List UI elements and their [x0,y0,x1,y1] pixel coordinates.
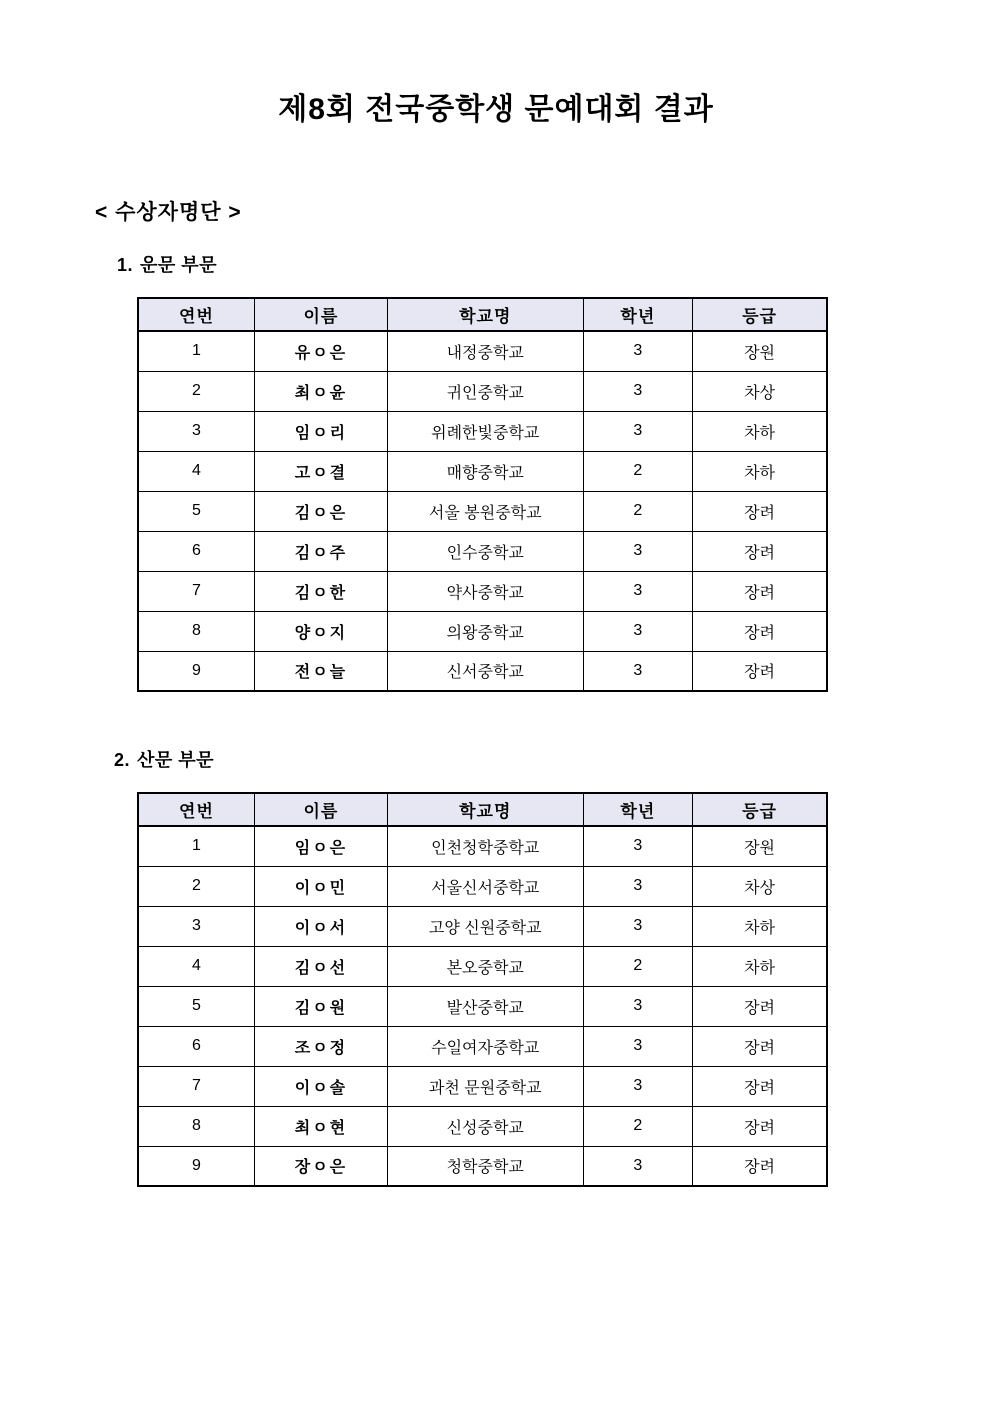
header-cell: 학교명 [387,298,583,331]
cell-number: 6 [138,531,254,571]
cell-grade: 3 [583,1146,693,1186]
cell-grade: 3 [583,651,693,691]
cell-number: 1 [138,331,254,371]
table-row [138,531,827,571]
cell-number: 6 [138,1026,254,1066]
cell-school: 신성중학교 [387,1106,583,1146]
table-row [138,651,827,691]
cell-number: 5 [138,986,254,1026]
table-row [138,906,827,946]
cell-school: 발산중학교 [387,986,583,1026]
cell-rank: 차상 [693,371,827,411]
header-cell: 이름 [254,298,387,331]
table-row [138,826,827,866]
cell-name: 최ㅇ윤 [254,371,387,411]
cell-grade: 3 [583,986,693,1026]
table-row [138,1026,827,1066]
cell-number: 9 [138,651,254,691]
header-row [138,298,827,331]
section-number: 2. [114,750,131,770]
cell-grade: 3 [583,411,693,451]
cell-school: 내정중학교 [387,331,583,371]
winners-list-heading: < 수상자명단 > [95,201,242,224]
header-cell: 등급 [693,298,827,331]
cell-name: 유ㅇ은 [254,331,387,371]
cell-rank: 장려 [693,1146,827,1186]
cell-name: 이ㅇ서 [254,906,387,946]
cell-rank: 장려 [693,531,827,571]
cell-rank: 장원 [693,826,827,866]
cell-rank: 장려 [693,1106,827,1146]
cell-school: 인수중학교 [387,531,583,571]
cell-rank: 장려 [693,651,827,691]
header-cell: 연번 [138,298,254,331]
section-heading-prose [114,746,214,772]
cell-school: 인천청학중학교 [387,826,583,866]
cell-name: 조ㅇ정 [254,1026,387,1066]
cell-number: 8 [138,611,254,651]
cell-name: 김ㅇ은 [254,491,387,531]
cell-name: 고ㅇ결 [254,451,387,491]
cell-number: 4 [138,946,254,986]
cell-name: 장ㅇ은 [254,1146,387,1186]
cell-number: 7 [138,571,254,611]
table-row [138,986,827,1026]
cell-number: 3 [138,411,254,451]
cell-school: 매향중학교 [387,451,583,491]
table-row [138,411,827,451]
cell-name: 최ㅇ현 [254,1106,387,1146]
cell-school: 의왕중학교 [387,611,583,651]
cell-grade: 3 [583,571,693,611]
header-cell: 등급 [693,793,827,826]
cell-name: 양ㅇ지 [254,611,387,651]
cell-school: 청학중학교 [387,1146,583,1186]
cell-rank: 장려 [693,491,827,531]
cell-rank: 장려 [693,1026,827,1066]
table-row [138,611,827,651]
table-row [138,331,827,371]
cell-name: 임ㅇ리 [254,411,387,451]
header-cell: 학교명 [387,793,583,826]
cell-rank: 차하 [693,906,827,946]
cell-name: 임ㅇ은 [254,826,387,866]
cell-grade: 2 [583,946,693,986]
section-title: 운문 부문 [140,255,218,275]
page-title: 제8회 전국중학생 문예대회 결과 [278,93,714,126]
cell-rank: 차하 [693,451,827,491]
section-title: 산문 부문 [137,750,215,770]
cell-grade: 3 [583,906,693,946]
cell-grade: 3 [583,866,693,906]
cell-grade: 2 [583,1106,693,1146]
cell-name: 김ㅇ한 [254,571,387,611]
header-row [138,793,827,826]
section-heading-verse [117,251,217,277]
table-row [138,1146,827,1186]
cell-school: 위례한빛중학교 [387,411,583,451]
table-row [138,1106,827,1146]
cell-number: 4 [138,451,254,491]
cell-number: 1 [138,826,254,866]
cell-school: 신서중학교 [387,651,583,691]
section-number: 1. [117,255,134,275]
cell-school: 수일여자중학교 [387,1026,583,1066]
cell-rank: 장려 [693,611,827,651]
cell-grade: 3 [583,826,693,866]
cell-school: 서울신서중학교 [387,866,583,906]
table-row [138,946,827,986]
cell-grade: 3 [583,611,693,651]
cell-number: 2 [138,866,254,906]
header-cell: 학년 [583,793,693,826]
cell-number: 7 [138,1066,254,1106]
cell-grade: 2 [583,451,693,491]
cell-school: 귀인중학교 [387,371,583,411]
results-table-verse [137,297,828,692]
cell-school: 서울 봉원중학교 [387,491,583,531]
table-row [138,866,827,906]
cell-rank: 장원 [693,331,827,371]
cell-rank: 차하 [693,411,827,451]
cell-rank: 장려 [693,1066,827,1106]
cell-number: 9 [138,1146,254,1186]
header-cell: 이름 [254,793,387,826]
cell-number: 5 [138,491,254,531]
header-cell: 학년 [583,298,693,331]
table-row [138,571,827,611]
cell-grade: 3 [583,1066,693,1106]
cell-grade: 2 [583,491,693,531]
cell-school: 본오중학교 [387,946,583,986]
table-row [138,491,827,531]
cell-name: 이ㅇ솔 [254,1066,387,1106]
header-cell: 연번 [138,793,254,826]
results-table-prose [137,792,828,1187]
cell-rank: 차하 [693,946,827,986]
cell-rank: 장려 [693,986,827,1026]
cell-number: 3 [138,906,254,946]
cell-rank: 차상 [693,866,827,906]
cell-number: 8 [138,1106,254,1146]
cell-number: 2 [138,371,254,411]
table-row [138,451,827,491]
cell-name: 김ㅇ선 [254,946,387,986]
cell-rank: 장려 [693,571,827,611]
cell-name: 이ㅇ민 [254,866,387,906]
cell-grade: 3 [583,331,693,371]
cell-school: 약사중학교 [387,571,583,611]
cell-grade: 3 [583,371,693,411]
cell-school: 고양 신원중학교 [387,906,583,946]
table-row [138,1066,827,1106]
cell-name: 전ㅇ늘 [254,651,387,691]
cell-grade: 3 [583,1026,693,1066]
cell-school: 과천 문원중학교 [387,1066,583,1106]
cell-grade: 3 [583,531,693,571]
table-row [138,371,827,411]
cell-name: 김ㅇ주 [254,531,387,571]
cell-name: 김ㅇ원 [254,986,387,1026]
